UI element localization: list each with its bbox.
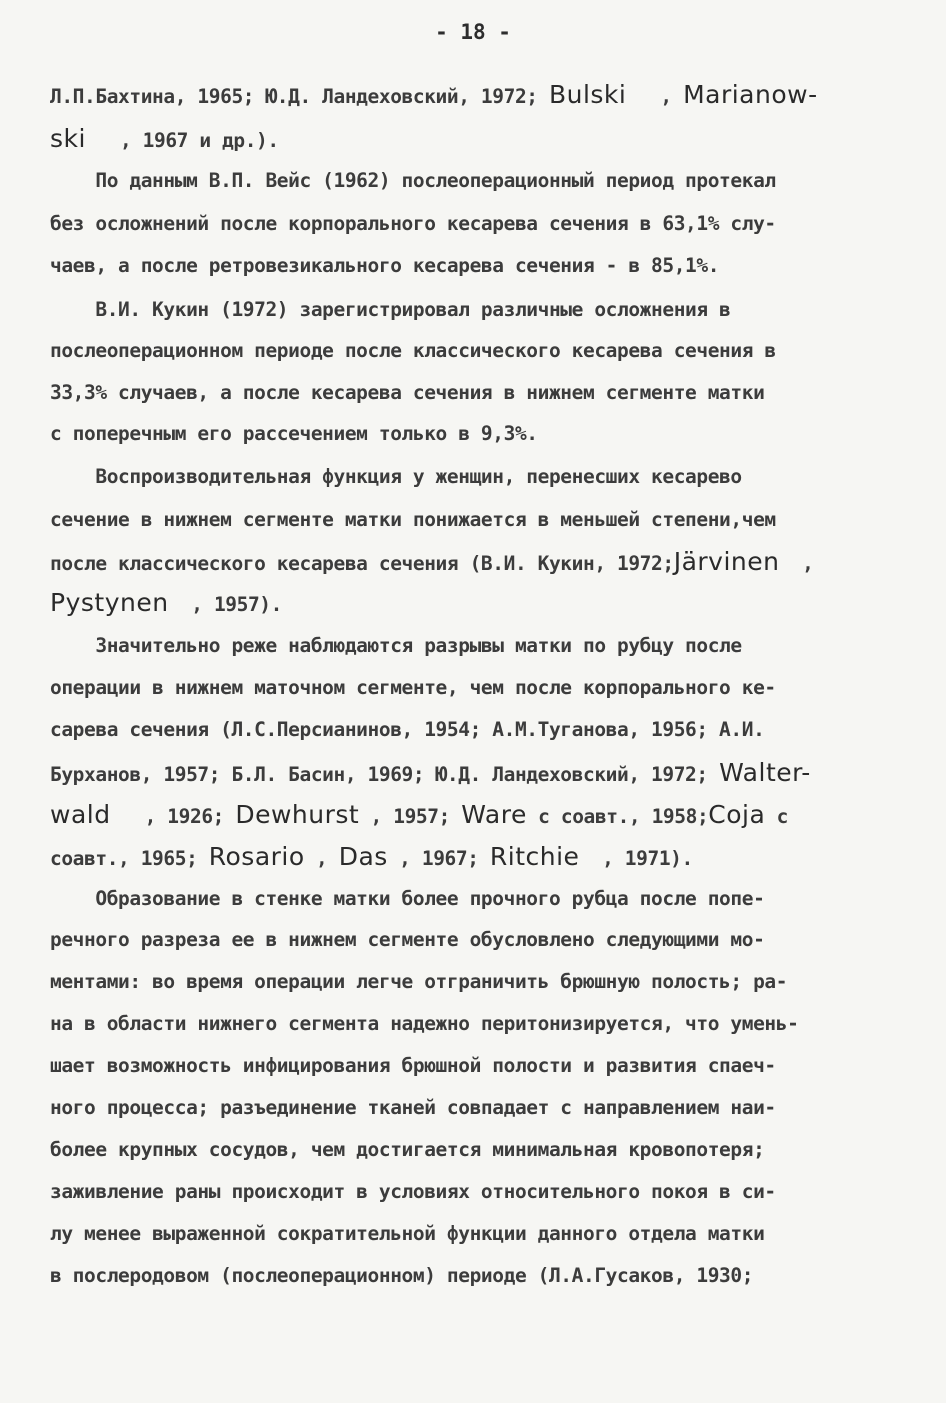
text-line bbox=[50, 209, 776, 239]
typed-text: шает возможность инфицирования брюшной полости и развития спаеч- bbox=[50, 1054, 776, 1077]
handwritten-name: Järvinen bbox=[673, 547, 780, 576]
text-line bbox=[50, 800, 788, 832]
typed-text: В.И. Кукин (1972) зарегистрировал различные осложнения в bbox=[50, 298, 731, 321]
typed-text: с поперечным его рассечением только в 9,3%. bbox=[50, 422, 538, 445]
text-line bbox=[50, 166, 776, 196]
text-line bbox=[50, 462, 742, 492]
text-line bbox=[50, 967, 787, 997]
handwritten-name: Pystynen bbox=[50, 588, 169, 617]
typed-text: Бурханов, 1957; Б.Л. Басин, 1969; Ю.Д. Ландеховский, 1972; bbox=[50, 763, 720, 786]
handwritten-name: ski bbox=[50, 124, 86, 153]
handwritten-name: Walter- bbox=[719, 758, 811, 787]
typed-text: , bbox=[779, 552, 814, 575]
typed-text: Л.П.Бахтина, 1965; Ю.Д. Ландеховский, 1972; bbox=[50, 85, 549, 108]
text-line bbox=[50, 378, 764, 408]
typed-text: , 1957). bbox=[168, 593, 282, 616]
typed-text: , 1967; bbox=[387, 847, 490, 870]
typed-text: соавт., 1965; bbox=[50, 847, 209, 870]
typed-text: в послеродовом (послеоперационном) периоде (Л.А.Гусаков, 1930; bbox=[50, 1264, 754, 1287]
typed-text: , 1971). bbox=[579, 847, 693, 870]
typed-text: с bbox=[765, 805, 789, 828]
text-line bbox=[50, 419, 538, 449]
typed-text: лу менее выраженной сократительной функции данного отдела матки bbox=[50, 1222, 765, 1245]
typed-text: чаев, а после ретровезикального кесарева сечения - в 85,1%. bbox=[50, 254, 720, 277]
typed-text: ного процесса; разъединение тканей совпадает с направлением наи- bbox=[50, 1096, 776, 1119]
text-line bbox=[50, 124, 279, 156]
typed-text: на в области нижнего сегмента надежно перитонизируется, что умень- bbox=[50, 1012, 799, 1035]
text-line bbox=[50, 1093, 776, 1123]
typed-text: , 1926; bbox=[110, 805, 236, 828]
typed-text: Образование в стенке матки более прочного рубца после попе- bbox=[50, 887, 765, 910]
typed-text: с соавт., 1958; bbox=[526, 805, 709, 828]
typed-text: сарева сечения (Л.С.Персианинов, 1954; А.М.Туганова, 1956; А.И. bbox=[50, 718, 765, 741]
text-line bbox=[50, 673, 776, 703]
typed-text: , 1957; bbox=[359, 805, 462, 828]
handwritten-name: Dewhurst bbox=[235, 800, 360, 829]
text-line bbox=[50, 80, 818, 112]
typed-text: послеоперационном периоде после классического кесарева сечения в bbox=[50, 339, 776, 362]
typed-text: , 1967 и др.). bbox=[85, 129, 279, 152]
typed-text: 33,3% случаев, а после кесарева сечения в нижнем сегменте матки bbox=[50, 381, 765, 404]
text-line bbox=[50, 251, 719, 281]
text-line bbox=[50, 505, 776, 535]
typed-text: Воспроизводительная функция у женщин, перенесших кесарево bbox=[50, 465, 742, 488]
typed-text: без осложнений после корпорального кесарева сечения в 63,1% слу- bbox=[50, 212, 776, 235]
text-line bbox=[50, 547, 814, 579]
text-line bbox=[50, 758, 811, 790]
text-line bbox=[50, 842, 693, 874]
page-number: - 18 - bbox=[435, 20, 511, 44]
text-line bbox=[50, 631, 742, 661]
typed-text: заживление раны происходит в условиях относительного покоя в си- bbox=[50, 1180, 776, 1203]
text-line bbox=[50, 1261, 753, 1291]
text-line bbox=[50, 1219, 764, 1249]
text-line bbox=[50, 925, 764, 955]
text-line bbox=[50, 1051, 776, 1081]
typed-text: , bbox=[304, 847, 339, 870]
handwritten-name: wald bbox=[50, 800, 111, 829]
typed-text: более крупных сосудов, чем достигается минимальная кровопотеря; bbox=[50, 1138, 765, 1161]
text-line bbox=[50, 588, 282, 620]
text-line bbox=[50, 1177, 776, 1207]
typed-text: По данным В.П. Вейс (1962) послеоперационный период протекал bbox=[50, 169, 776, 192]
typed-text: сечение в нижнем сегменте матки понижается в меньшей степени,чем bbox=[50, 508, 776, 531]
typed-text: операции в нижнем маточном сегменте, чем после корпорального ке- bbox=[50, 676, 776, 699]
handwritten-name: Bulski bbox=[548, 80, 627, 109]
handwritten-name: Rosario bbox=[208, 842, 305, 871]
typed-text: Значительно реже наблюдаются разрывы матки по рубцу после bbox=[50, 634, 742, 657]
handwritten-name: Ware bbox=[461, 800, 527, 829]
typed-text: , bbox=[626, 85, 684, 108]
text-line bbox=[50, 295, 730, 325]
handwritten-name: Marianow- bbox=[683, 80, 818, 109]
text-line bbox=[50, 1009, 798, 1039]
handwritten-name: Ritchie bbox=[489, 842, 580, 871]
text-line bbox=[50, 715, 764, 745]
typed-text: ментами: во время операции легче отграничить брюшную полость; ра- bbox=[50, 970, 788, 993]
handwritten-name: Das bbox=[338, 842, 388, 871]
handwritten-name: Coja bbox=[708, 800, 766, 829]
text-line bbox=[50, 884, 764, 914]
typed-text: речного разреза ее в нижнем сегменте обусловлено следующими мо- bbox=[50, 928, 765, 951]
typed-text: после классического кесарева сечения (В.И. Кукин, 1972; bbox=[50, 552, 674, 575]
text-line bbox=[50, 1135, 764, 1165]
text-line bbox=[50, 336, 776, 366]
